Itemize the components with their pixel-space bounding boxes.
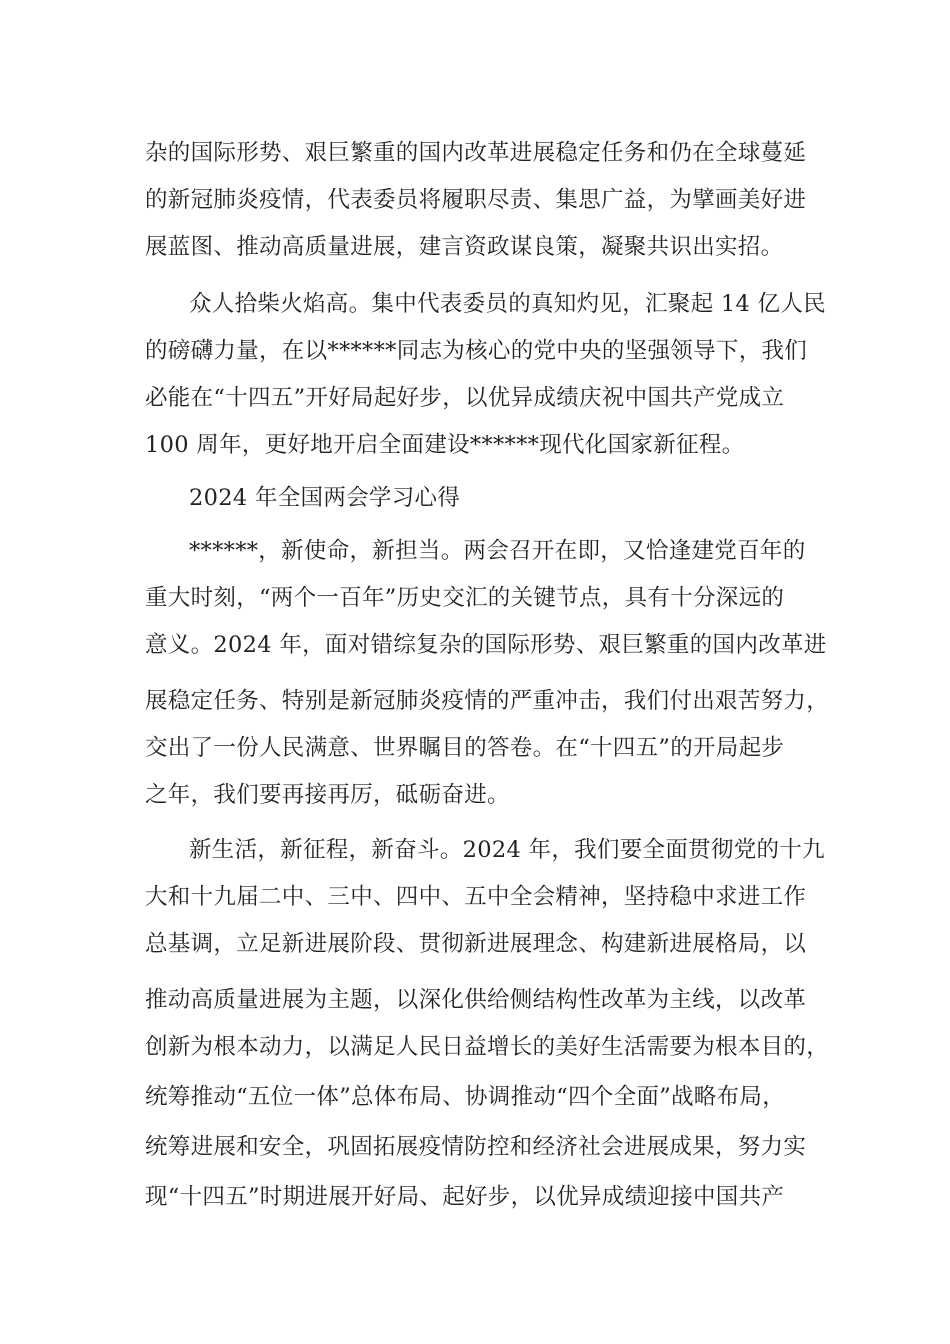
- paragraph-start-line: ******，新使命，新担当。两会召开在即，又恰逢建党百年的: [189, 538, 806, 564]
- text-line: 展稳定任务、特别是新冠肺炎疫情的严重冲击，我们付出艰苦努力，: [145, 688, 830, 714]
- text-line: 的磅礴力量，在以******同志为核心的党中央的坚强领导下，我们: [145, 338, 808, 364]
- text-line: 现“十四五”时期进展开好局、起好步，以优异成绩迎接中国共产: [145, 1184, 785, 1210]
- paragraph-start-line: 新生活，新征程，新奋斗。2024 年，我们要全面贯彻党的十九: [189, 837, 825, 863]
- text-line: 的新冠肺炎疫情，代表委员将履职尽责、集思广益，为擘画美好进: [145, 187, 807, 213]
- paragraph-start-line: 众人拾柴火焰高。集中代表委员的真知灼见，汇聚起 14 亿人民: [189, 291, 826, 317]
- text-line: 统筹进展和安全，巩固拓展疫情防控和经济社会进展成果，努力实: [145, 1134, 807, 1160]
- text-line: 杂的国际形势、艰巨繁重的国内改革进展稳定任务和仍在全球蔓延: [145, 140, 807, 166]
- text-line: 统筹推动“五位一体”总体布局、协调推动“四个全面”战略布局，: [145, 1084, 786, 1110]
- text-line: 总基调，立足新进展阶段、贯彻新进展理念、构建新进展格局，以: [145, 931, 807, 957]
- text-line: 创新为根本动力，以满足人民日益增长的美好生活需要为根本目的，: [145, 1034, 830, 1060]
- text-line: 交出了一份人民满意、世界瞩目的答卷。在“十四五”的开局起步: [145, 735, 785, 761]
- section-heading: 2024 年全国两会学习心得: [189, 485, 461, 511]
- text-line: 之年，我们要再接再厉，砥砺奋进。: [145, 782, 510, 808]
- text-line: 大和十九届二中、三中、四中、五中全会精神，坚持稳中求进工作: [145, 884, 807, 910]
- text-line: 推动高质量进展为主题，以深化供给侧结构性改革为主线，以改革: [145, 987, 807, 1013]
- text-line: 展蓝图、推动高质量进展，建言资政谋良策，凝聚共识出实招。: [145, 234, 784, 260]
- text-line: 重大时刻，“两个一百年”历史交汇的关键节点，具有十分深远的: [145, 585, 785, 611]
- text-line: 必能在“十四五”开好局起好步，以优异成绩庆祝中国共产党成立: [145, 385, 785, 411]
- text-line: 意义。2024 年，面对错综复杂的国际形势、艰巨繁重的国内改革进: [145, 632, 827, 658]
- text-line: 100 周年，更好地开启全面建设******现代化国家新征程。: [145, 432, 745, 458]
